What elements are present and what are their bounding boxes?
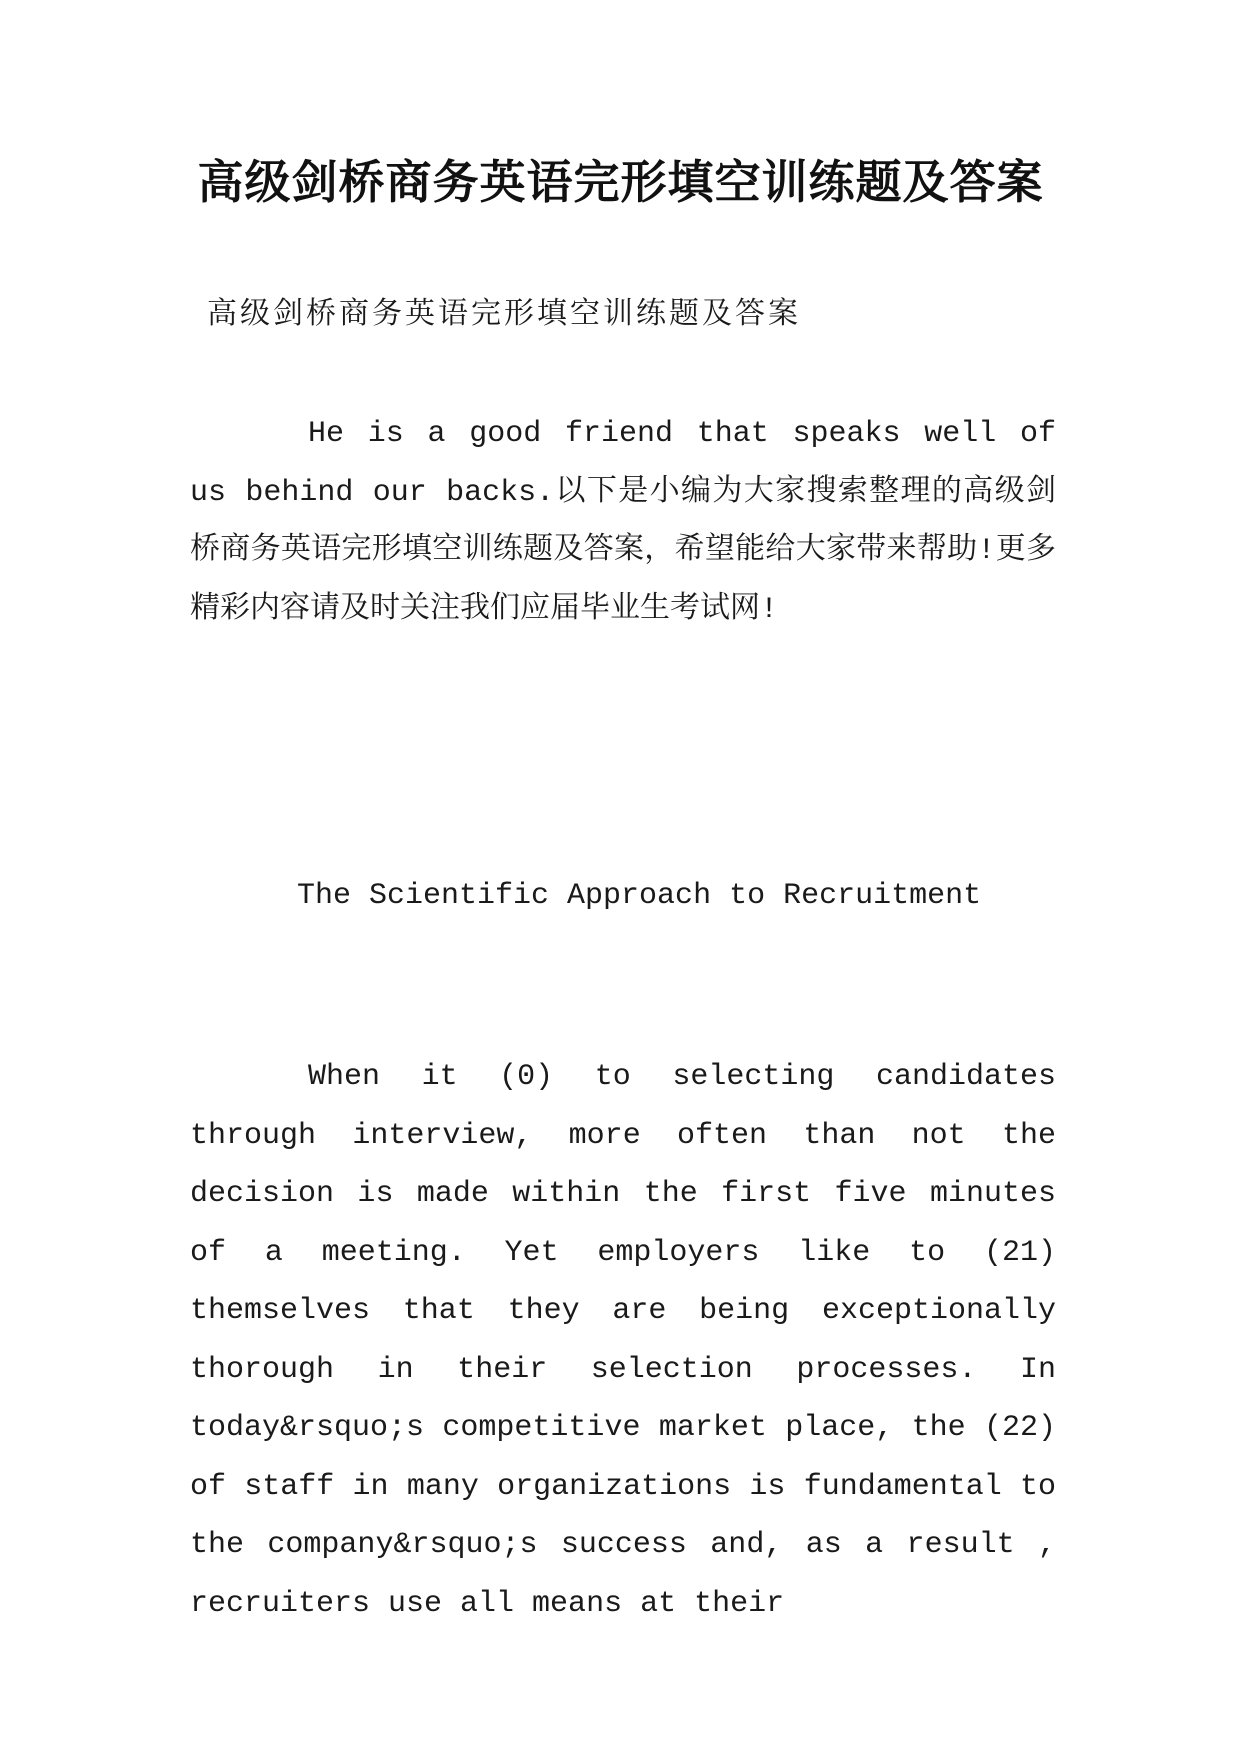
article-heading: The Scientific Approach to Recruitment (297, 879, 982, 913)
article-paragraph: When it (0) to selecting candidates through interview, more often than not the decision is made within the first five minutes of a meeting. Yet employers like to (21) themselves that they are being exceptionally thorough in their selection processes. In today&rsquo;s competitive market place, the (22) of staff in many organizations is fundamental to the company&rsquo;s success and, as a result , recruiters use all means at their (190, 1060, 1056, 1621)
document-title: 高级剑桥商务英语完形填空训练题及答案 (197, 155, 1044, 209)
intro-paragraph: He is a good friend that speaks well of us behind our backs.以下是小编为大家搜索整理的高级剑桥商务英语完形填空训练题及答案，希望能给大家带来帮助!更多精彩内容请及时关注我们应届毕业生考试网! (190, 417, 1056, 627)
document-subtitle: 高级剑桥商务英语完形填空训练题及答案 (207, 296, 801, 331)
